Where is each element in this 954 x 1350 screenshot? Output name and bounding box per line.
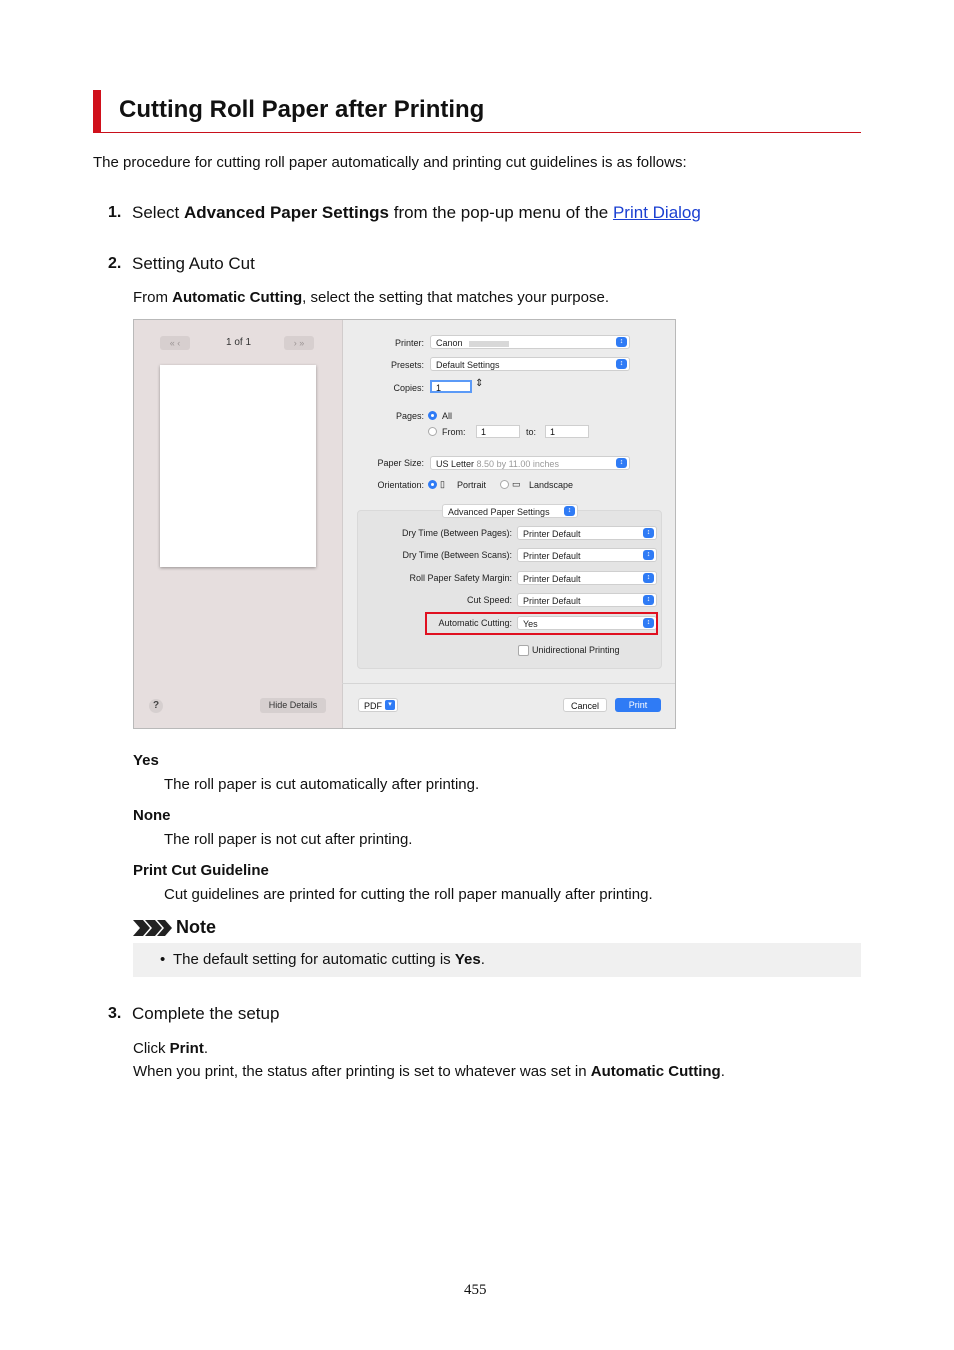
- dry-time-scans-value: Printer Default: [523, 551, 581, 561]
- term-none: None: [133, 807, 171, 824]
- pages-from-input[interactable]: 1: [476, 425, 520, 438]
- dry-time-pages-select[interactable]: [517, 526, 657, 540]
- prev-page-button[interactable]: « ‹: [160, 336, 190, 350]
- pages-all-label: All: [442, 411, 453, 421]
- landscape-radio[interactable]: [500, 480, 509, 489]
- desc-print-cut-guideline: Cut guidelines are printed for cutting the roll paper manually after printing.: [164, 886, 653, 903]
- printer-value: Canon: [436, 338, 463, 348]
- safety-margin-select[interactable]: [517, 571, 657, 585]
- printer-select[interactable]: [430, 335, 630, 349]
- step-3-line-pre: When you print, the status after printing is set to whatever was set in: [133, 1063, 591, 1080]
- pages-from-label: From:: [442, 427, 466, 437]
- pages-all-radio[interactable]: [428, 411, 437, 420]
- presets-value: Default Settings: [436, 360, 500, 370]
- next-page-button[interactable]: › »: [284, 336, 314, 350]
- chevron-updown-icon: ↕: [616, 337, 627, 347]
- step-3-click-pre: Click: [133, 1040, 170, 1057]
- step-1-pre: Select: [132, 203, 184, 222]
- step-3-number: 3.: [108, 1005, 122, 1022]
- portrait-radio[interactable]: [428, 480, 437, 489]
- note-box: [133, 943, 861, 977]
- desc-none: The roll paper is not cut after printing.: [164, 831, 413, 848]
- paper-size-select[interactable]: [430, 456, 630, 470]
- page-preview: [160, 365, 316, 567]
- presets-select[interactable]: [430, 357, 630, 371]
- note-arrows-icon: [133, 920, 173, 936]
- automatic-cutting-highlight: [425, 612, 658, 635]
- cut-speed-label: Cut Speed:: [466, 595, 512, 605]
- chevron-updown-icon: ↕: [643, 595, 654, 605]
- hide-details-button[interactable]: Hide Details: [260, 698, 326, 713]
- step-3-click-bold: Print: [169, 1040, 204, 1057]
- portrait-icon: ▯: [440, 479, 445, 489]
- copies-input[interactable]: 1: [430, 380, 472, 393]
- note-text-bold: Yes: [454, 951, 481, 968]
- copies-stepper-icon[interactable]: ⇕: [475, 378, 484, 389]
- note-text: [173, 951, 485, 968]
- portrait-label: Portrait: [457, 480, 487, 490]
- step-1-bold: Advanced Paper Settings: [183, 203, 389, 222]
- pages-label: Pages:: [395, 411, 424, 421]
- step-3-click-post: .: [203, 1040, 209, 1057]
- cut-speed-select[interactable]: [517, 593, 657, 607]
- bottom-divider: [342, 683, 675, 684]
- intro-text: The procedure for cutting roll paper automatically and printing cut guidelines is as follows:: [93, 154, 687, 171]
- orientation-label: Orientation:: [377, 480, 424, 490]
- step-2-sub-bold: Automatic Cutting: [172, 289, 303, 306]
- pdf-label: PDF: [364, 701, 382, 711]
- dry-time-scans-label: Dry Time (Between Scans):: [402, 550, 512, 560]
- step-2-sub-post: , select the setting that matches your purpose.: [302, 289, 609, 306]
- cancel-button[interactable]: Cancel: [563, 698, 607, 712]
- step-3-line-bold: Automatic Cutting: [590, 1063, 721, 1080]
- page-title: Cutting Roll Paper after Printing: [119, 96, 485, 123]
- preview-pane: [134, 320, 343, 728]
- dry-time-pages-value: Printer Default: [523, 529, 581, 539]
- cut-speed-value: Printer Default: [523, 596, 581, 606]
- step-3-click: [133, 1040, 208, 1057]
- page-count: 1 of 1: [226, 337, 252, 348]
- unidirectional-checkbox[interactable]: [518, 645, 529, 656]
- step-1-number: 1.: [108, 204, 122, 221]
- automatic-cutting-value: Yes: [523, 619, 538, 629]
- note-text-post: .: [480, 951, 485, 968]
- copies-label: Copies:: [393, 383, 424, 393]
- term-yes: Yes: [133, 752, 159, 769]
- pages-to-input[interactable]: 1: [545, 425, 589, 438]
- chevron-updown-icon: ↕: [643, 528, 654, 538]
- step-3-text: Complete the setup: [132, 1004, 280, 1023]
- pages-to-label: to:: [526, 427, 537, 437]
- pages-from-radio[interactable]: [428, 427, 437, 436]
- step-1-mid: from the pop-up menu of the: [389, 203, 613, 222]
- landscape-label: Landscape: [529, 480, 574, 490]
- note-text-pre: The default setting for automatic cutting is: [173, 951, 455, 968]
- step-2-number: 2.: [108, 255, 122, 272]
- step-1-text: [132, 203, 701, 223]
- paper-size-value: US Letter: [436, 459, 475, 469]
- dry-time-scans-select[interactable]: [517, 548, 657, 562]
- chevron-updown-icon: ↕: [643, 618, 654, 628]
- section-menu-value: Advanced Paper Settings: [448, 507, 550, 517]
- step-2-sub-pre: From: [133, 289, 173, 306]
- printer-label: Printer:: [394, 338, 424, 348]
- help-button[interactable]: ?: [149, 699, 163, 713]
- landscape-icon: ▭: [512, 479, 521, 489]
- step-3-line-post: .: [720, 1063, 725, 1080]
- desc-yes: The roll paper is cut automatically after printing.: [164, 776, 480, 793]
- section-menu-select[interactable]: [442, 504, 578, 518]
- step-2-instruction: [133, 289, 609, 306]
- print-dialog-screenshot: [133, 319, 676, 729]
- heading-rule: [101, 132, 861, 133]
- pdf-menu-button[interactable]: [358, 698, 398, 712]
- paper-size-dimensions: 8.50 by 11.00 inches: [476, 459, 559, 469]
- note-bullet: •: [160, 951, 166, 968]
- page-number: 455: [464, 1282, 487, 1298]
- step-3-result: [133, 1063, 725, 1080]
- chevron-updown-icon: ↕: [616, 458, 627, 468]
- note-label: Note: [176, 917, 216, 937]
- chevron-updown-icon: ↕: [643, 550, 654, 560]
- dry-time-pages-label: Dry Time (Between Pages):: [401, 528, 512, 538]
- term-print-cut-guideline: Print Cut Guideline: [133, 862, 269, 879]
- step-2-text: Setting Auto Cut: [132, 254, 255, 273]
- automatic-cutting-label: Automatic Cutting:: [438, 618, 512, 628]
- heading-accent-bar: [93, 90, 101, 133]
- chevron-updown-icon: ↕: [616, 359, 627, 369]
- chevron-updown-icon: ↕: [564, 506, 575, 516]
- printer-model-redacted: [469, 341, 509, 347]
- presets-label: Presets:: [390, 360, 424, 370]
- chevron-down-icon: ▾: [385, 700, 395, 710]
- print-button[interactable]: Print: [615, 698, 661, 712]
- paper-size-label: Paper Size:: [377, 458, 424, 468]
- safety-margin-label: Roll Paper Safety Margin:: [409, 573, 512, 583]
- chevron-updown-icon: ↕: [643, 573, 654, 583]
- print-dialog-link[interactable]: Print Dialog: [612, 203, 701, 222]
- safety-margin-value: Printer Default: [523, 574, 581, 584]
- unidirectional-label: Unidirectional Printing: [532, 645, 620, 655]
